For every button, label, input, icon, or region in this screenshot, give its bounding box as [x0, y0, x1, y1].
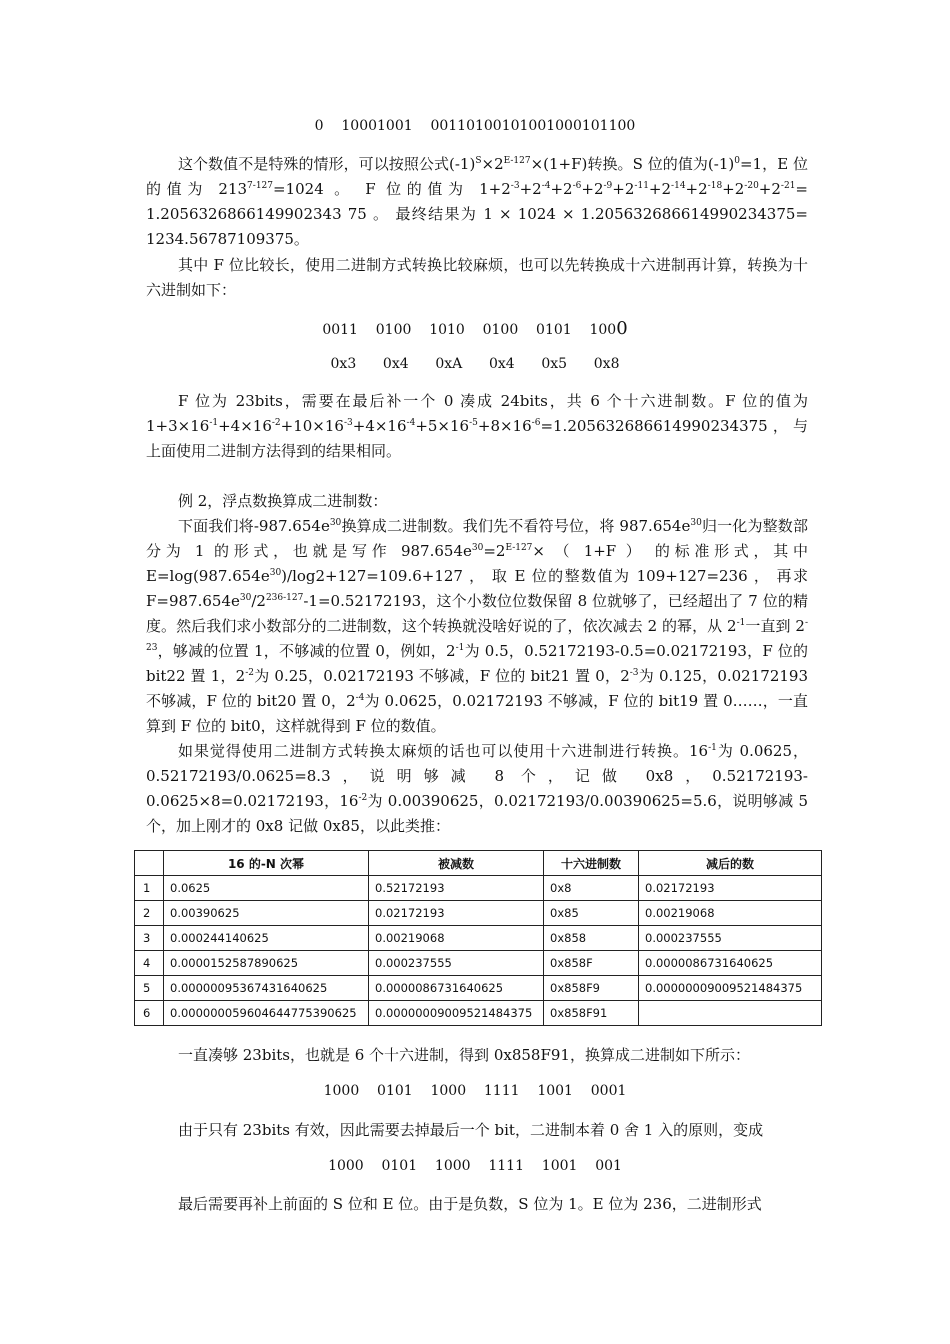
table-cell: 0.02172193: [639, 876, 822, 901]
table-cell: 5: [135, 976, 164, 1001]
table-cell: 4: [135, 951, 164, 976]
table-cell: [639, 1001, 822, 1026]
binary-result-24bit: 1000 0101 1000 1111 1001 0001: [323, 1083, 627, 1099]
paragraph-sign-exponent: 最后需要再补上前面的 S 位和 E 位。由于是负数，S 位为 1。E 位为 236，二进制形式: [178, 1195, 762, 1213]
table-cell: 0x858: [544, 926, 639, 951]
ieee-bit-pattern: 0 10001001 00110100101001000101100: [314, 118, 636, 134]
hex-groups: 0x3 0x4 0xA 0x4 0x5 0x8: [330, 356, 620, 372]
column-header: 16 的-N 次幂: [164, 851, 369, 876]
table-row: [135, 926, 822, 951]
table-cell: 0.0000152587890625: [164, 951, 369, 976]
table-cell: 0.00000009009521484375: [369, 1001, 544, 1026]
table-cell: 0.000244140625: [164, 926, 369, 951]
table-row: [135, 1001, 822, 1026]
column-header: [135, 851, 164, 876]
table-cell: 6: [135, 1001, 164, 1026]
table-cell: 0x858F: [544, 951, 639, 976]
column-header: 减后的数: [639, 851, 822, 876]
paragraph-hex-method: 如果觉得使用二进制方式转换太麻烦的话也可以使用十六进制进行转换。$16^{-1}$为 0.0625，0.52172193/0.0625=8.3，说明够减 8 个，记做 0x8，0.52172193-0.0625×8=0.02172193，$16^{-2}$为 0.00390625，0.02172193/0.00390625=5.6，说明够减 5 个，加上刚才的 0x8 记做 0x85，以此类推：: [146, 742, 808, 835]
paragraph-hex-intro: 其中 F 位比较长，使用二进制方式转换比较麻烦，也可以先转换成十六进制再计算，转换为十六进制如下：: [146, 256, 808, 299]
paragraph-hex-result: F 位为 23bits，需要在最后补一个 0 凑成 24bits，共 6 个十六进制数。F 位的值为 $1+3\times 16^{-1}+4\times 16^{-2}+10\times 16^{-3}+4\times 16^{-4}+5\times 16^{-5}+8\times 16^{-6}=1.205632686614990234375$，与上面使用二进制方法得到的结果相同。: [146, 392, 808, 460]
table-cell: 0.0625: [164, 876, 369, 901]
table-cell: 0.0000086731640625: [639, 951, 822, 976]
table-cell: 3: [135, 926, 164, 951]
column-header: 被减数: [369, 851, 544, 876]
table-cell: 1: [135, 876, 164, 901]
binary-result-23bit: 1000 0101 1000 1111 1001 001: [328, 1158, 622, 1174]
table-cell: 2: [135, 901, 164, 926]
table-header-row: [135, 851, 822, 876]
column-header: 十六进制数: [544, 851, 639, 876]
paragraph-formula: 这个数值不是特殊的情形，可以按照公式$(-1)^S\times 2^{E-127}\times(1+F)$转换。S 位的值为$(-1)^0=1$，E 位的值为 $213^{7-127}=1024$ 。 F 位的值为 $1+2^{-3}+2^{-4}+2^{-6}+2^{-9}+2^{-11}+2^{-14}+2^{-18}+2^{-20}+2^{-21}= 1.2056326866149902343$ 75 。 最终结果为 1 × 1024 × 1.205632686614990234375= 1234.56787109375。: [146, 155, 808, 248]
table-cell: 0.00000095367431640625: [164, 976, 369, 1001]
table-row: [135, 951, 822, 976]
paragraph-23bits: 一直凑够 23bits，也就是 6 个十六进制，得到 0x858F91，换算成二进制如下所示：: [178, 1046, 750, 1064]
paragraph-rounding: 由于只有 23bits 有效，因此需要去掉最后一个 bit，二进制本着 0 舍 1 入的原则，变成: [178, 1121, 764, 1139]
table-cell: 0.00000009009521484375: [639, 976, 822, 1001]
table-row: [135, 901, 822, 926]
binary-groups: 0011 0100 1010 0100 0101 1000: [322, 318, 628, 339]
table-cell: 0.000237555: [639, 926, 822, 951]
table-cell: 0.02172193: [369, 901, 544, 926]
table-cell: 0x8: [544, 876, 639, 901]
table-cell: 0.00219068: [369, 926, 544, 951]
table-row: [135, 876, 822, 901]
example-2-heading: 例 2，浮点数换算成二进制数：: [178, 492, 388, 510]
table-row: [135, 976, 822, 1001]
table-cell: 0x858F9: [544, 976, 639, 1001]
paragraph-example-2: 下面我们将$-987.654e^{30}$换算成二进制数。我们先不看符号位，将 $987.654e^{30}$归一化为整数部分为 1 的形式，也就是写作 $987.654e^{30}=2^{E-127}\times$ （ 1+F ） 的标准形式，其中 $E=\log(987.654e^{30})/\log 2+127=109.6+127$ ， 取 E 位的整数值为 109+127=236 ， 再求 $F=987.654e^{30}/2^{236-127}-1=0.52172193$，这个小数位位数保留 8 位就够了，已经超出了 7 位的精度。然后我们求小数部分的二进制数，这个转换就没啥好说的了，依次减去 2 的幂，从 $2^{-1}$一直到 $2^{-23}$，够减的位置 1，不够减的位置 0，例如，$2^{-1}$为 0.5，0.52172193-0.5=0.02172193，F 位的 bit22 置 1，$2^{-2}$为 0.25，0.02172193 不够减，F 位的 bit21 置 0，$2^{-3}$为 0.125，0.02172193 不够减，F 位的 bit20 置 0，$2^{-4}$为 0.0625，0.02172193 不够减，F 位的 bit19 置 0……，一直算到 F 位的 bit0，这样就得到 F 位的数值。: [146, 517, 808, 735]
table-cell: 0.00390625: [164, 901, 369, 926]
table-cell: 0.000000059604644775390625: [164, 1001, 369, 1026]
table-cell: 0.52172193: [369, 876, 544, 901]
table-cell: 0.00219068: [639, 901, 822, 926]
table-cell: 0.000237555: [369, 951, 544, 976]
table-cell: 0.0000086731640625: [369, 976, 544, 1001]
hex-conversion-table: [134, 850, 822, 1026]
table-cell: 0x858F91: [544, 1001, 639, 1026]
table-cell: 0x85: [544, 901, 639, 926]
